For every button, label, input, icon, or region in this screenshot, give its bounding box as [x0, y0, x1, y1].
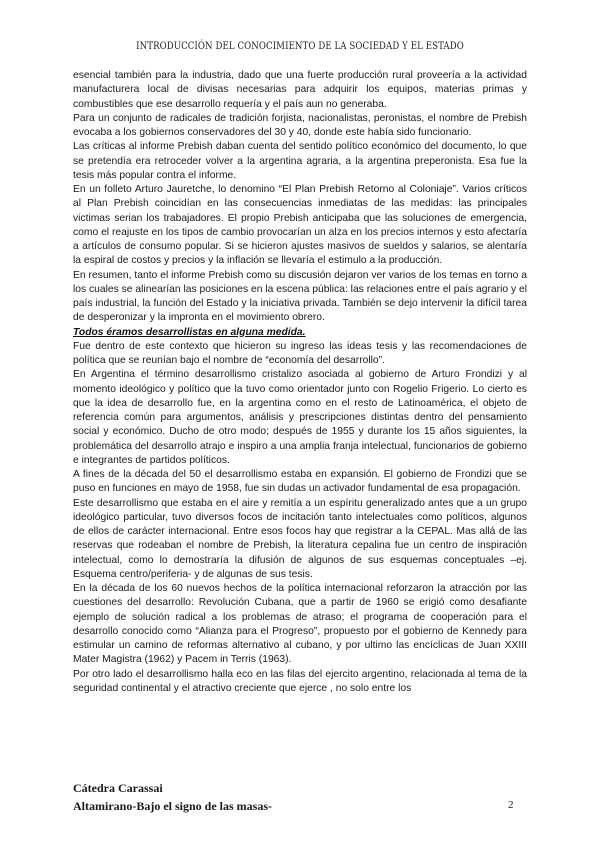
paragraph: Las críticas al informe Prebish daban cuenta del sentido político económico del documento, lo que se pretendía era retroceder volver a la argentina agraria, a la argentina preperonista. Esa fue la tesis más popular contra el informe. [73, 141, 527, 181]
footer-source-title: Altamirano-Bajo el signo de las masas- [73, 799, 272, 813]
paragraph: En Argentina el término desarrollismo cristalizo asociada al gobierno de Arturo Frondizi y al momento ideológico y político que la tuvo como orientador junto con Rogelio Frigerio. Lo cierto es que la idea de desarrollo fue, en la argentina como en el resto de Latinoamérica, el objeto de referencia común para argumentos, análisis y prescripciones distintas dentro del pensamiento social y económico. Ducho de otro modo; después de 1955 y durante los 15 años siguientes, la problemática del desarrollo atrajo e inspiro a una amplia franja intelectual, funcionarios de gobierno e integrantes de partidos políticos. [73, 369, 527, 466]
paragraph: Este desarrollismo que estaba en el aire y remitía a un espíritu generalizado antes que a un grupo ideológico particular, tuvo diversos focos de incitación tanto intelectuales como políticos, algunos de ellos de carácter internacional. Entre esos focos hay que registrar a la CEPAL. Mas allá de las reservas que rodeaban el nombre de Prebish, la literatura cepalina fue un centro de inspiración intelectual, como lo demostraría la difusión de algunos de sus esquemas conceptuales –ej. Esquema centro/periferia- y de algunas de sus tesis. [73, 497, 527, 580]
paragraph: Por otro lado el desarrollismo halla eco en las filas del ejercito argentino, relacionada al tema de la seguridad continental y el atractivo creciente que ejerce , no solo entre los [73, 668, 527, 694]
paragraph: En resumen, tanto el informe Prebish como su discusión dejaron ver varios de los temas en torno a los cuales se alinearían las posiciones en la escena pública: las relaciones entre el país agrario y el país industrial, la función del Estado y la iniciativa privada. También se dejo intervenir la difícil tarea de desperonizar y la impronta en el movimiento obrero. [73, 269, 527, 324]
paragraph: A fines de la década del 50 el desarrollismo estaba en expansión. El gobierno de Frondizi que se puso en funciones en mayo de 1958, fue sin dudas un activador fundamental de esa propagación. [73, 469, 527, 495]
footer-organization: Cátedra Carassai [73, 781, 163, 795]
page-number: 2 [508, 799, 514, 811]
body-text [73, 69, 527, 696]
paragraph: Para un conjunto de radicales de tradición forjista, nacionalistas, peronistas, el nombre de Prebish evocaba a los gobiernos conservadores del 30 y 40, donde este había sido funcionario. [73, 112, 527, 138]
section-heading: Todos éramos desarrollistas en alguna medida. [73, 326, 306, 338]
running-header: INTRODUCCIÓN DEL CONOCIMIENTO DE LA SOCIEDAD Y EL ESTADO [136, 40, 464, 52]
paragraph: Fue dentro de este contexto que hicieron su ingreso las ideas tesis y las recomendaciones de política que se reunían bajo el nombre de “economía del desarrollo”. [73, 340, 527, 366]
paragraph: En la década de los 60 nuevos hechos de la política internacional reforzaron la atracción por las cuestiones del desarrollo: Revolución Cubana, que a partir de 1960 se erigió como desafiante ejemplo de solución radical a los problemas de atraso; el programa de cooperación para el desarrollo conocido como “Alianza para el Progreso”, propuesto por el gobierno de Kennedy para estimular un camino de reformas alternativo al cubano, y por ultimo las encíclicas de Juan XXIII Mater Magistra (1962) y Pacem in Terris (1963). [73, 583, 527, 666]
paragraph: esencial también para la industria, dado que una fuerte producción rural proveería a la actividad manufacturera local de divisas necesarias para adquirir los equipos, materias primas y combustibles que ese desarrollo requería y el país aun no generaba. [73, 70, 527, 110]
paragraph: En un folleto Arturo Jauretche, lo denomino “El Plan Prebish Retorno al Coloniaje”. Varios críticos al Plan Prebish coincidían en las consecuencias inmediatas de las medidas: las principales victimas serian los trabajadores. El propio Prebish anticipaba que las soluciones de emergencia, como el reajuste en los tipos de cambio provocarían un alza en los precios internos y esto afectaría a artículos de consumo popular. Si se hicieron ajustes masivos de sueldos y salarios, se alentaría la espiral de costos y precios y la inflación se llevaría el estimulo a la producción. [73, 184, 527, 267]
